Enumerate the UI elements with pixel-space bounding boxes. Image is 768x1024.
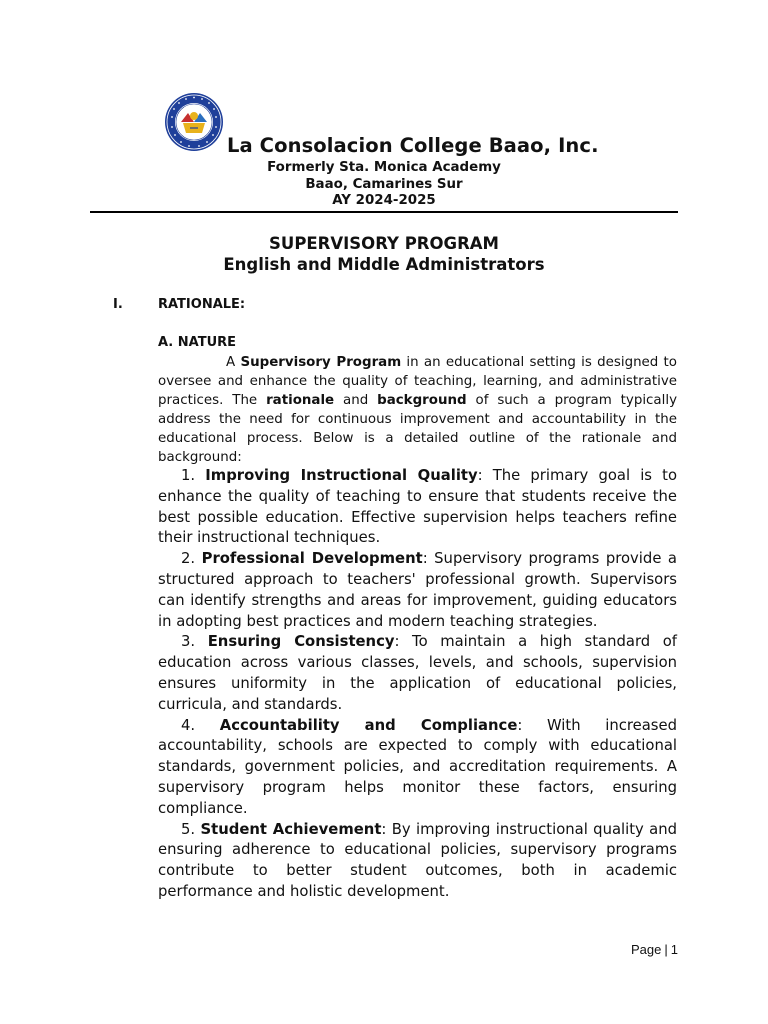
- school-former-name: Formerly Sta. Monica Academy: [267, 160, 501, 175]
- item-title: Student Achievement: [200, 820, 382, 838]
- section-number: I.: [113, 297, 123, 312]
- page-separator: |: [664, 942, 668, 957]
- item-number: 1.: [181, 467, 196, 484]
- subsection-title: A. NATURE: [158, 335, 237, 350]
- intro-paragraph: [158, 353, 677, 467]
- page-label: Page: [631, 942, 662, 957]
- intro-bold-term: Supervisory Program: [240, 355, 402, 370]
- item-text: : The primary goal is to enhance the quality of teaching to ensure that students receive the best possible education. Effective supervision helps teachers refine their instructional techniques.: [158, 467, 678, 547]
- item-number: 5.: [181, 820, 196, 838]
- school-name: La Consolacion College Baao, Inc.: [227, 134, 599, 157]
- item-title: Accountability and Compliance: [219, 716, 518, 734]
- item-text: : To maintain a high standard of education across various classes, levels, and schools, supervision ensures uniformity in the application of educational policies, curricula, and standards.: [158, 633, 677, 713]
- intro-bold-term: rationale: [266, 393, 335, 408]
- intro-text: and: [334, 393, 378, 408]
- academic-year: AY 2024-2025: [332, 193, 436, 208]
- document-title: SUPERVISORY PROGRAM: [269, 234, 499, 253]
- item-number: 3.: [181, 633, 196, 651]
- intro-bold-term: background: [377, 393, 467, 408]
- intro-text: A: [226, 355, 241, 370]
- list-item: [158, 632, 677, 715]
- school-address: Baao, Camarines Sur: [305, 177, 463, 192]
- item-text: : By improving instructional quality and ensuring adherence to educational policies, supervisory programs contribute to better student outcomes, both in academic performance and holistic development.: [158, 820, 677, 900]
- rationale-list: [158, 466, 677, 903]
- document-subtitle: English and Middle Administrators: [223, 255, 545, 274]
- list-item: [158, 716, 677, 820]
- list-item: [158, 820, 677, 903]
- item-text: : With increased accountability, schools are expected to comply with educational standards, government policies, and accreditation requirements. A supervisory program helps monitor these factors, ensuring compliance.: [158, 716, 677, 817]
- section-title: RATIONALE:: [158, 297, 246, 312]
- list-item: [158, 549, 677, 632]
- intro-text: of such a program typically address the need for continuous improvement and accountability in the educational process. Below is a detailed outline of the rationale and background:: [158, 393, 677, 465]
- item-text: : Supervisory programs provide a structured approach to teachers' professional growth. Supervisors can identify strengths and areas for improvement, guiding educators in adopting best practices and modern teaching strategies.: [158, 550, 677, 630]
- item-title: Ensuring Consistency: [207, 633, 395, 651]
- item-title: Professional Development: [201, 550, 423, 568]
- college-seal-logo: [164, 92, 224, 152]
- header-divider: [90, 211, 678, 213]
- page-number: 1: [670, 942, 678, 957]
- list-item: [158, 466, 677, 549]
- item-title: Improving Instructional Quality: [205, 467, 478, 484]
- item-number: 4.: [181, 716, 196, 734]
- page-footer: [631, 942, 678, 957]
- item-number: 2.: [181, 550, 196, 568]
- intro-text: in an educational setting is designed to oversee and enhance the quality of teaching, learning, and administrative practices. The: [158, 355, 677, 408]
